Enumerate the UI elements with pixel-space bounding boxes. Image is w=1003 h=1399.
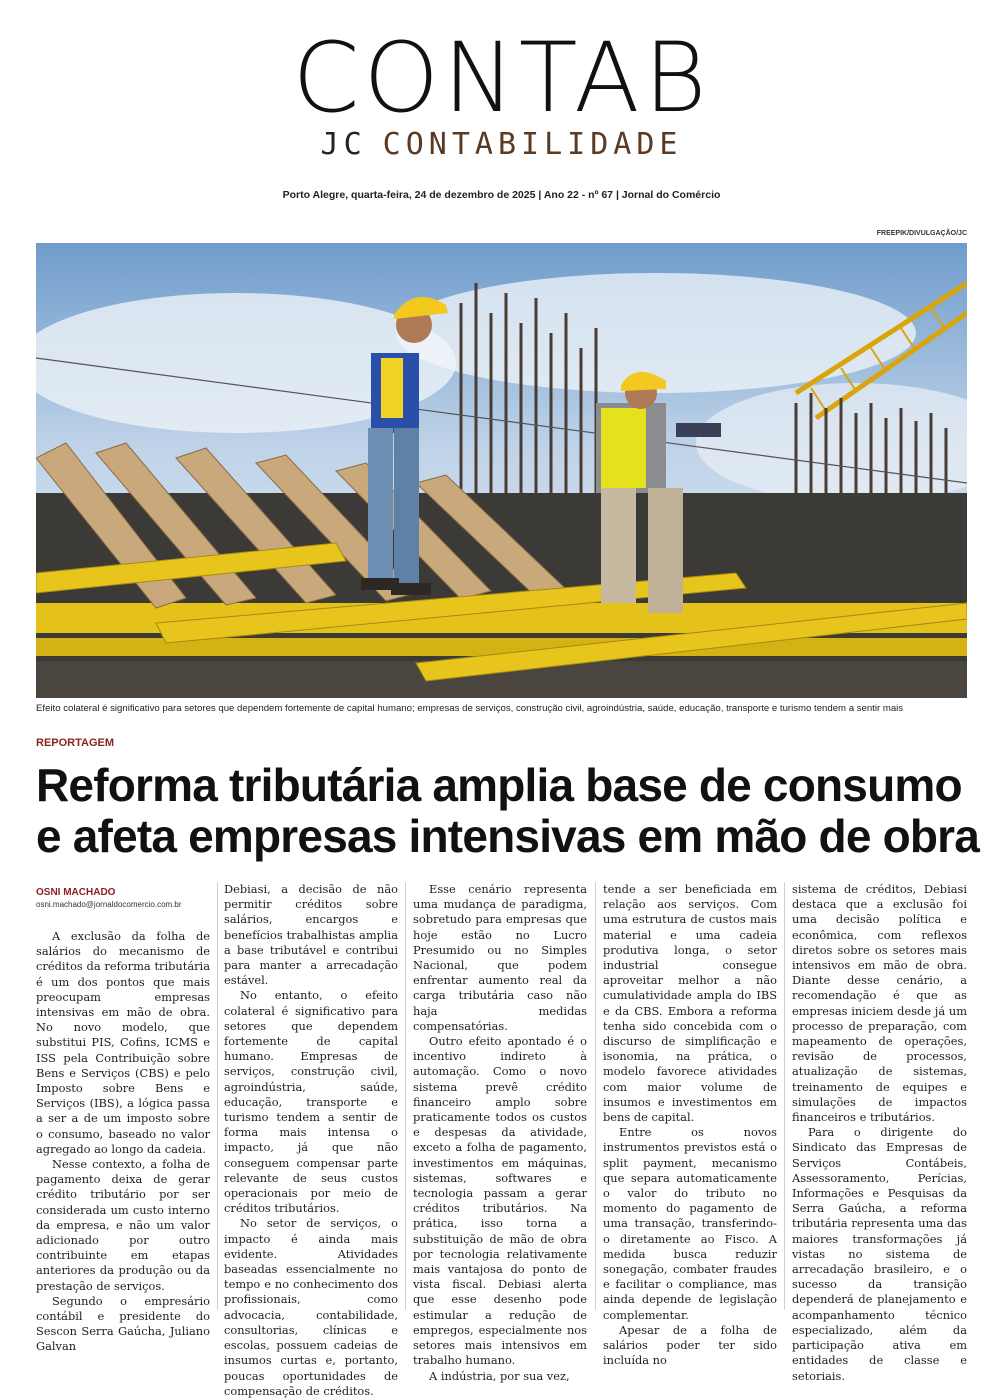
- headline-line-1: Reforma tributária amplia base de consumo: [36, 759, 962, 811]
- byline: [36, 887, 216, 909]
- paragraph: No setor de serviços, o impacto é ainda mais evidente. Atividades baseadas essencialmente no tempo e no conhecimento dos profissionais, como advocacia, contabilidade, consultorias, clínicas e escolas, possuem cadeias de insumos curtas e, portanto, poucas oportunidades de compensação de créditos.: [224, 1216, 398, 1398]
- article-column-3: [413, 882, 587, 1383]
- headline: [36, 759, 980, 862]
- column-rule: [784, 882, 785, 1310]
- column-rule: [595, 882, 596, 1310]
- paragraph: Para o dirigente do Sindicato das Empresas de Serviços Contábeis, Assessoramento, Perícias, Informações e Pesquisas da Serra Gaúcha, a reforma tributária representa uma das maiores transformações já vistas no sistema de arrecadação brasileiro, e o sucesso da transição dependerá de planejamento e acompanhamento técnico especializado, além da participação ativa em entidades de classe e setoriais.: [792, 1125, 967, 1383]
- paragraph: A indústria, por sua vez,: [429, 1368, 570, 1383]
- paragraph: Nesse contexto, a folha de pagamento deixa de gerar crédito tributário por ser considerada um custo interno da empresa, e não um valor adicionado por outro contribuinte em etapas anteriores da produção ou da prestação de serviços.: [36, 1157, 210, 1293]
- dateline: Porto Alegre, quarta-feira, 24 de dezembro de 2025 | Ano 22 - nº 67 | Jornal do Comércio: [282, 189, 721, 201]
- contabilidade-logo: [0, 128, 1003, 162]
- paragraph: Debiasi, a decisão de não permitir créditos sobre salários, encargos e benefícios trabalhistas amplia a base tributável e contribui para manter a arrecadação estável.: [224, 882, 398, 988]
- article-column-5: [792, 882, 967, 1383]
- article-column-1: [36, 929, 210, 1354]
- article-column-2: [224, 882, 398, 1398]
- paragraph: Apesar de a folha de salários poder ter sido incluída no: [603, 1322, 777, 1368]
- column-rule: [405, 882, 406, 1310]
- author-email: osni.machado@jornaldocomercio.com.br: [36, 900, 182, 909]
- masthead: [0, 22, 1003, 162]
- paragraph: A exclusão da folha de salários do mecanismo de créditos da reforma tributária é um dos pontos que mais preocupam empresas intensivas em mão de obra. No novo modelo, que substitui PIS, Cofins, ICMS e ISS pela Contribuição sobre Bens e Serviços (CBS) e pelo Imposto sobre Bens e Serviços (IBS), a lógica passa a ser a de um imposto sobre o consumo, baseado no valor agregado ao longo da cadeia.: [36, 929, 210, 1156]
- column-rule: [217, 882, 218, 1310]
- paragraph: Esse cenário representa uma mudança de paradigma, sobretudo para empresas que hoje estão no Lucro Presumido ou no Simples Nacional, que podem enfrentar aumento real da carga tributária caso não haja medidas compensatórias.: [413, 882, 587, 1033]
- contab-logo: CONTAB: [292, 22, 711, 134]
- jc-logo-prefix: JC: [320, 127, 367, 162]
- paragraph: Entre os novos instrumentos previstos está o split payment, mecanismo que separa automaticamente o valor do tributo no momento do pagamento de uma transação, transferindo-o diretamente ao Fisco. A medida busca reduzir sonegação, combater fraudes e facilitar o compliance, mas ainda depende de legislação complementar.: [603, 1125, 777, 1322]
- author-name: OSNI MACHADO: [36, 887, 116, 898]
- paragraph: Segundo o empresário contábil e presidente do Sescon Serra Gaúcha, Juliano Galvan: [36, 1293, 210, 1354]
- section-tag: REPORTAGEM: [36, 737, 115, 749]
- construction-workers-photo: [36, 243, 967, 698]
- contabilidade-wordmark: CONTABILIDADE: [382, 127, 683, 162]
- headline-line-2: e afeta empresas intensivas em mão de obra: [36, 810, 980, 862]
- article-column-4: [603, 882, 777, 1368]
- paragraph: Outro efeito apontado é o incentivo indireto à automação. Como o novo sistema prevê crédito financeiro amplo sobre praticamente todos os custos e despesas da atividade, exceto a folha de pagamento, investimentos em máquinas, sistemas, softwares e tecnologia passam a gerar créditos tributários. Na prática, isso torna a substituição de mão de obra por tecnologia relativamente mais vantajosa do ponto de vista fiscal. Debiasi alerta que esse desenho pode estimular a redução de empregos, especialmente nos setores mais intensivos em trabalho humano.: [413, 1034, 587, 1368]
- photo-credit: FREEPIK/DIVULGAÇÃO/JC: [876, 230, 967, 237]
- photo-caption: Efeito colateral é significativo para setores que dependem fortemente de capital humano; empresas de serviços, construção civil, agroindústria, saúde, educação, transporte e turismo tendem a sentir mais: [36, 703, 904, 714]
- paragraph: sistema de créditos, Debiasi destaca que a exclusão foi uma decisão política e econômica, com reflexos diretos sobre os setores mais intensivos em mão de obra. Diante desse cenário, a recomendação é que as empresas iniciem desde já um processo de preparação, com mapeamento de operações, revisão de processos, atualização de sistemas, treinamento de equipes e simulações de impactos financeiros e tributários.: [792, 882, 967, 1125]
- paragraph: tende a ser beneficiada em relação aos serviços. Com uma estrutura de custos mais material e uma cadeia produtiva longa, o setor industrial consegue aproveitar melhor a não cumulatividade ampla do IBS e da CBS. Embora a reforma tenha sido concebida com o discurso de simplificação e isonomia, na prática, o modelo favorece atividades com maior volume de insumos e investimentos em bens de capital.: [603, 882, 777, 1125]
- photo-illustration: [36, 243, 967, 698]
- paragraph: No entanto, o efeito colateral é significativo para setores que dependem fortemente de capital humano. Empresas de serviços, construção civil, agroindústria, saúde, educação, transporte e turismo tendem a sentir de forma mais intensa o impacto, já que não conseguem compensar parte relevante de seus custos operacionais por meio de créditos tributários.: [224, 988, 398, 1216]
